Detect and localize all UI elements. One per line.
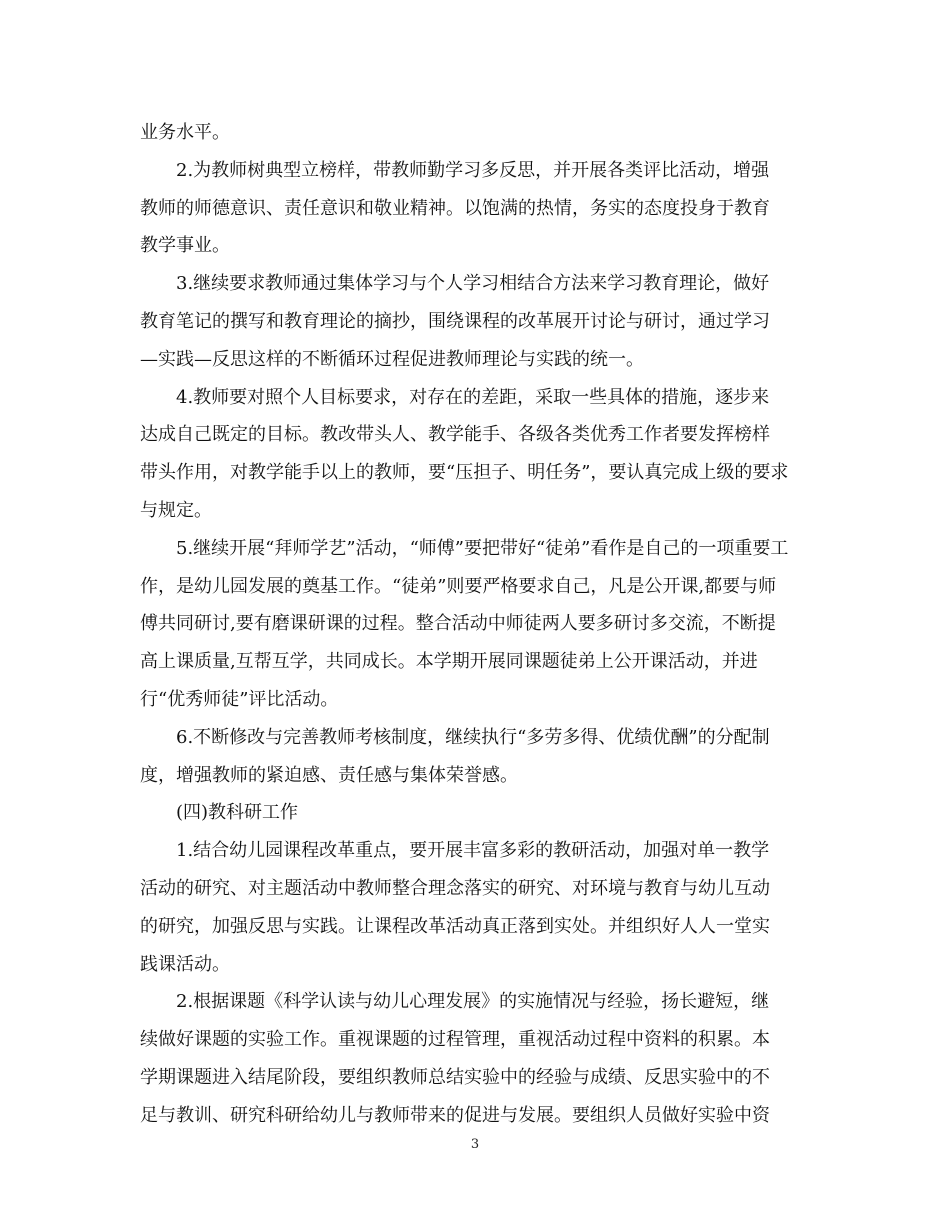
paragraph-line: 高上课质量,互帮互学，共同成长。本学期开展同课题徒弟上公开课活动，并进 [140, 651, 758, 673]
paragraph-first-line: 6.不断修改与完善教师考核制度，继续执行“多劳多得、优绩优酬”的分配制 [176, 726, 770, 748]
paragraph-line: 续做好课题的实验工作。重视课题的过程管理，重视活动过程中资料的积累。本 [140, 1029, 770, 1051]
paragraph-line: 教学事业。 [140, 235, 230, 257]
paragraph-line: 践课活动。 [140, 953, 230, 975]
paragraph-first-line: 2.根据课题《科学认读与幼儿心理发展》的实施情况与经验，扬长避短，继 [176, 991, 770, 1013]
paragraph-first-line: 5.继续开展“拜师学艺”活动，“师傅”要把带好“徒弟”看作是自己的一项重要工 [176, 537, 789, 559]
paragraph-line: 带头作用，对教学能手以上的教师，要“压担子、明任务”，要认真完成上级的要求 [140, 462, 789, 484]
paragraph-line: 度，增强教师的紧迫感、责任感与集体荣誉感。 [140, 764, 518, 786]
paragraph-line: 足与教训、研究科研给幼儿与教师带来的促进与发展。要组织人员做好实验中资 [140, 1104, 770, 1126]
paragraph-line: 活动的研究、对主题活动中教师整合理念落实的研究、对环境与教育与幼儿互动 [140, 877, 770, 899]
paragraph-line: —实践—反思这样的不断循环过程促进教师理论与实践的统一。 [140, 348, 644, 370]
paragraph-line: 与规定。 [140, 499, 212, 521]
paragraph-first-line: 1.结合幼儿园课程改革重点，要开展丰富多彩的教研活动，加强对单一教学 [176, 840, 770, 862]
paragraph-line: 学期课题进入结尾阶段，要组织教师总结实验中的经验与成绩、反思实验中的不 [140, 1066, 770, 1088]
paragraph-line: 教育笔记的撰写和教育理论的摘抄，围绕课程的改革展开讨论与研讨，通过学习 [140, 310, 770, 332]
paragraph-first-line: 4.教师要对照个人目标要求，对存在的差距，采取一些具体的措施，逐步来 [176, 386, 770, 408]
paragraph-first-line: 2.为教师树典型立榜样，带教师勤学习多反思，并开展各类评比活动，增强 [176, 159, 770, 181]
paragraph-line: 业务水平。 [140, 122, 230, 143]
paragraph-line: 傅共同研讨,要有磨课研课的过程。整合活动中师徒两人要多研讨多交流，不断提 [140, 613, 776, 635]
paragraph-line: 教师的师德意识、责任意识和敬业精神。以饱满的热情，务实的态度投身于教育 [140, 197, 770, 219]
paragraph-line: 达成自己既定的目标。教改带头人、教学能手、各级各类优秀工作者要发挥榜样 [140, 424, 770, 446]
paragraph-line: 作，是幼儿园发展的奠基工作。“徒弟”则要严格要求自己，凡是公开课,都要与师 [140, 575, 777, 597]
paragraph-first-line: 3.继续要求教师通过集体学习与个人学习相结合方法来学习教育理论，做好 [176, 273, 770, 295]
paragraph-line: 的研究，加强反思与实践。让课程改革活动真正落到实处。并组织好人人一堂实 [140, 915, 770, 937]
document-body [140, 124, 812, 1145]
paragraph-first-line: (四)教科研工作 [176, 802, 299, 824]
page-number: 3 [470, 1137, 480, 1152]
paragraph-line: 行“优秀师徒”评比活动。 [140, 688, 339, 710]
